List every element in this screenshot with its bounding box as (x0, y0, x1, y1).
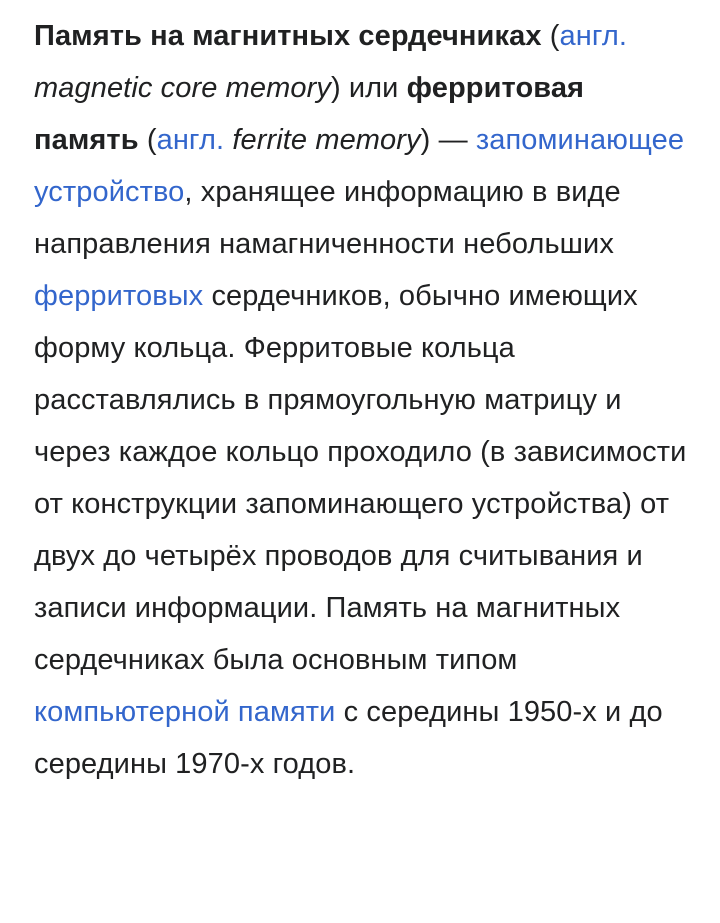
close-paren-dash: ) — (420, 124, 468, 156)
link-ferrite[interactable]: ферритовых (34, 280, 204, 312)
body-text: с середины 1950-х и до середины 1970-х годов. (34, 696, 663, 780)
body-text: сердечников, обычно имеющих форму кольца. Ферритовые кольца расставлялись в прямоугольную матрицу и через каждое кольцо проходило (в зависимости от конструкции запоминающего устройства) от двух до четырёх проводов для считывания и записи информации. Память на магнитных сердечниках была основным типом (34, 280, 687, 676)
link-computer-memory[interactable]: компьютерной памяти (34, 696, 336, 728)
close-paren-or: ) или (330, 72, 399, 104)
term-ferrite-memory: ферритовая память (34, 72, 585, 156)
foreign-term-ferrite-memory: ferrite memory (232, 124, 421, 156)
body-text: , хранящее информацию в виде направления намагниченности небольших (34, 176, 621, 260)
open-paren: ( (549, 20, 560, 52)
lang-abbr-link-english[interactable]: англ. (156, 124, 225, 156)
foreign-term-magnetic-core-memory: magnetic core memory (34, 72, 331, 104)
term-magnetic-core-memory: Память на магнитных сердечниках (34, 20, 542, 52)
article-paragraph (34, 10, 694, 790)
link-storage-device[interactable]: запоминающее устройство (34, 124, 685, 208)
lang-abbr-link-english[interactable]: англ. (559, 20, 628, 52)
open-paren: ( (146, 124, 157, 156)
